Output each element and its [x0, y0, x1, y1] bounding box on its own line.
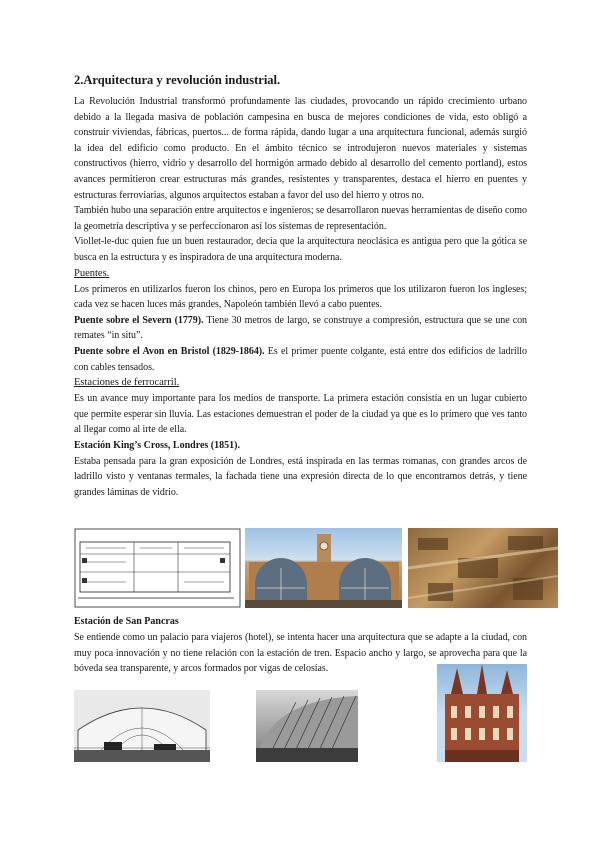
- kings-cross-title: Estación King’s Cross, Londres (1851).: [74, 439, 240, 451]
- intro-paragraph-1: La Revolución Industrial transformó profundamente las ciudades, provocando un rápido crecimiento urbano debido a la llegada masiva de población campesina en busca de mejores condiciones de vida, esto obligó a construir viviendas, fábricas, puertos... de forma rápida, dando lugar a una arquitectura funcional, además surgió la idea del edificio como producto. En el ámbito técnico se introdujeron nuevos materiales y sistemas constructivos (hierro, vidrio y desarrollo del hormigón armado debido al desarrollo del cemento portland), estos avances permitieron crear estructuras más grandes, resistentes y transparentes, destaca el hierro en puentes y estructuras ferroviarias, algunos arquitectos estaban a favor del uso del hierro y otros no.: [74, 96, 527, 201]
- san-pancras-vault-image: [256, 690, 358, 762]
- severn-title: Puente sobre el Severn (1779).: [74, 314, 204, 326]
- intro-paragraph-3: Viollet-le-duc quien fue un buen restaurador, decía que la arquitectura neoclásica es antigua pero que la gótica se busca en la estructura y es inspiradora de una arquitectura moderna.: [74, 236, 527, 263]
- estaciones-paragraph: Es un avance muy importante para los medios de transporte. La primera estación consistía en un lugar cubierto que permite esperar sin lluvia. Las estaciones demuestran el poder de la ciudad ya que es lo primero que ves tanto al llegar como al irte de ella.: [74, 393, 527, 436]
- kings-cross-facade-image: [245, 528, 402, 608]
- kings-cross-paragraph: Estaba pensada para la gran exposición de Londres, está inspirada en las termas romanas, con grandes arcos de ladrillo visto y ventanas termales, la fachada tiene una expresión directa de lo que encontramos detrás, y tiene grandes láminas de vidrio.: [74, 455, 527, 499]
- section-title: 2.Arquitectura y revolución industrial.: [74, 73, 281, 87]
- san-pancras-title: Estación de San Pancras: [74, 616, 179, 627]
- puentes-paragraph: Los primeros en utilizarlos fueron los chinos, pero en Europa los primeros que los utilizaron fueron los ingleses; cada vez se hacen luces más grandes, Napoleón también llevó a cabo puentes.: [74, 283, 527, 311]
- severn-paragraph: [74, 313, 527, 344]
- kings-cross-plan-image: [74, 528, 241, 608]
- document-body: [74, 72, 527, 501]
- kings-cross-aerial-image: [408, 528, 558, 608]
- severn-text: Tiene 30 metros de largo, se construye a compresión, estructura que se une con remates “in situ”.: [74, 314, 527, 342]
- avon-text: Es el primer puente colgante, está entre dos edificios de ladrillo con cables tensados.: [74, 345, 527, 373]
- puentes-heading: Puentes.: [74, 267, 110, 279]
- estaciones-heading: Estaciones de ferrocarril.: [74, 377, 180, 389]
- intro-paragraph-2: También hubo una separación entre arquitectos e ingenieros; se desarrollaron nuevas herramientas de diseño como la geometría descriptiva y se perfeccionaron así los sistemas de representación.: [74, 205, 527, 232]
- san-pancras-gothic-facade-image: [437, 664, 527, 762]
- san-pancras-paragraph: Se entiende como un palacio para viajeros (hotel), se intenta hacer una arquitectura que se adapte a la ciudad, con muy poca innovación y no tiene relación con la estación de tren. Espacio ancho y largo, se aprovecha para que la bóveda sea transparente, y arcos formados por vigas de celosías.: [74, 632, 527, 675]
- avon-title: Puente sobre el Avon en Bristol (1829-1864).: [74, 345, 265, 357]
- san-pancras-interior-engraving-image: [74, 690, 210, 762]
- avon-paragraph: [74, 344, 527, 375]
